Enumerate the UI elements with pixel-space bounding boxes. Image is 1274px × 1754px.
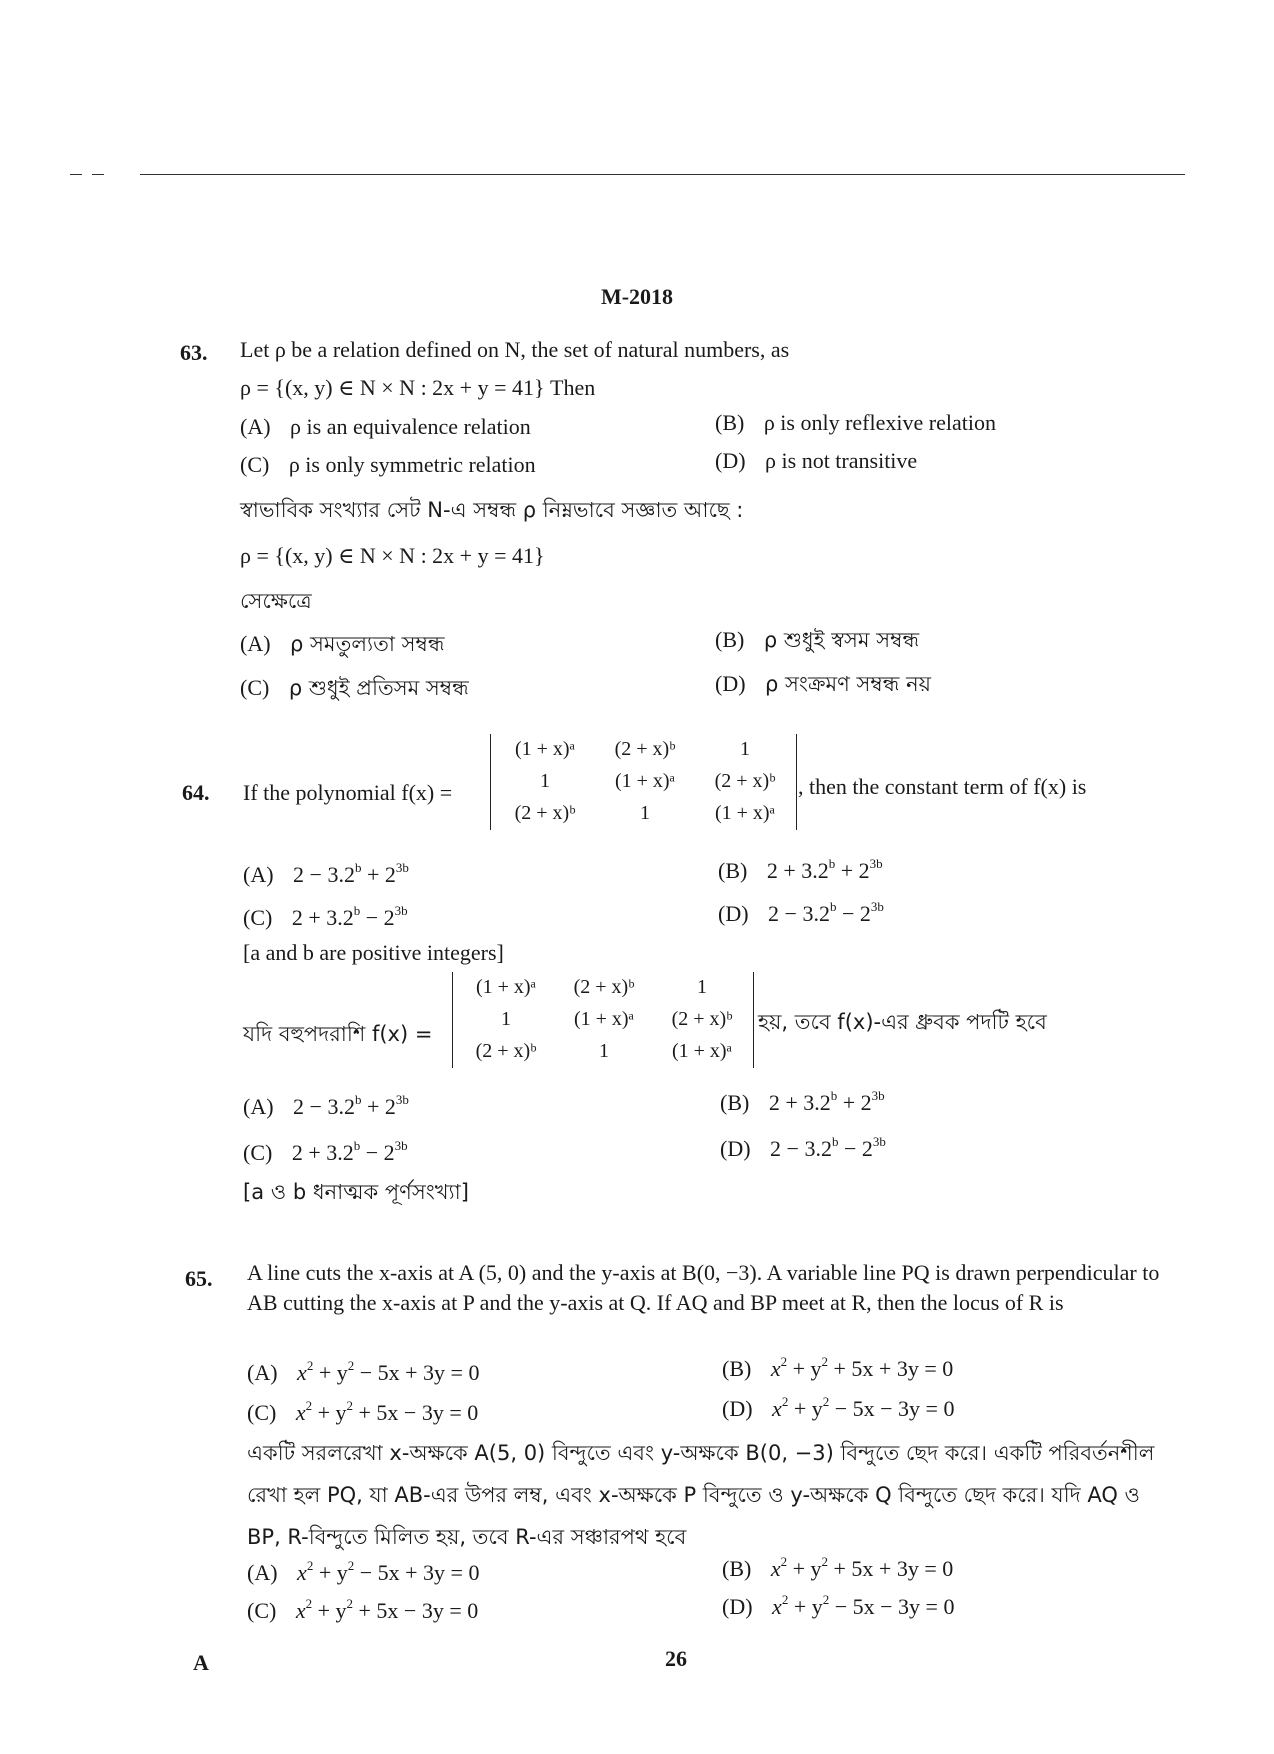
q63-set-bn: ρ = {(x, y) ∈ N × N : 2x + y = 41} [240,543,545,568]
option-text: ρ is only symmetric relation [288,452,536,477]
option-label: (C) [240,452,270,477]
q65-bn-option-d [722,1594,954,1620]
option-label: (D) [718,901,749,926]
footer-set-label: A [193,1650,209,1675]
q64-en-option-c [243,905,408,931]
option-text: $x^2 + y^2 - 5x + 3y = 0$ [297,1358,480,1385]
det-cell: (1 + x)ᵃ [475,976,537,998]
option-label: (B) [715,410,745,435]
q63-stem-en: Let ρ be a relation defined on N, the set of natural numbers, as [240,337,790,362]
option-text: $2 - 3.2^b - 2^{3b}$ [768,899,884,926]
det-cell: 1 [697,976,707,998]
option-text: ρ সমতুল্যতা সম্বন্ধ [290,632,445,656]
q64-stem-en-pre: If the polynomial f(x) = [243,780,453,805]
option-label: (D) [720,1136,751,1161]
option-text: $x^2 + y^2 + 5x - 3y = 0$ [295,1398,479,1425]
option-label: (A) [247,1360,278,1385]
option-label: (A) [243,862,274,887]
det-cell: (1 + x)ᵃ [671,1040,733,1062]
option-text: $2 - 3.2^b + 2^{3b}$ [293,860,409,887]
option-label: (A) [247,1560,278,1585]
q64-en-option-a [243,862,409,888]
option-text: $x^2 + y^2 - 5x - 3y = 0$ [772,1394,955,1421]
option-label: (B) [722,1556,752,1581]
q65-bn-option-b [722,1556,953,1582]
page-header-code: M-2018 [600,284,674,309]
q65-stem-en: A line cuts the x-axis at A (5, 0) and the y-axis at B(0, −3). A variable line PQ is drawn perpendicular to AB cutting the x-axis at P and the y-axis at Q. If AQ and BP meet at R, then the locus of R is [247,1260,1160,1315]
q65-en-option-d [722,1396,954,1422]
option-label: (D) [722,1594,753,1619]
option-label: (C) [243,905,273,930]
q63-bn-option-d [715,668,931,703]
q64-stem-bn-pre: যদি বহুপদরাশি f(x) = [243,1022,433,1046]
q63-bn-option-c [240,672,469,707]
option-text: $2 + 3.2^b - 2^{3b}$ [291,1138,408,1165]
q63-bn-option-b [715,624,919,659]
det-cell: 1 [740,738,750,760]
q64-determinant-en [490,734,797,830]
q63-set-en: ρ = {(x, y) ∈ N × N : 2x + y = 41} Then [240,375,596,400]
q63-en-option-a [240,414,531,440]
option-label: (D) [715,671,746,696]
q63-en-option-d [715,448,917,474]
q64-stem-bn-post: হয়, তবে f(x)-এর ধ্রুবক পদটি হবে [758,1010,1047,1034]
option-text: $x^2 + y^2 + 5x + 3y = 0$ [770,1554,954,1581]
header-rule-dash-1 [70,174,82,175]
option-label: (B) [715,627,745,652]
option-label: (C) [247,1400,277,1425]
det-cell: (2 + x)ᵇ [714,770,776,792]
q63-then-bn: সেক্ষেত্রে [240,589,312,613]
option-label: (B) [718,858,748,883]
q64-bn-option-b [720,1090,885,1116]
q63-number: 63. [180,340,208,365]
q64-bn-option-a [243,1094,409,1120]
q65-en-option-a [247,1360,479,1386]
q65-number: 65. [185,1266,213,1291]
det-cell: (1 + x)ᵃ [573,1008,635,1030]
option-label: (A) [243,1094,274,1119]
q63-bn-option-a [240,628,444,663]
option-label: (B) [722,1356,752,1381]
option-text: ρ শুধুই স্বসম সম্বন্ধ [763,628,920,652]
det-cell: 1 [640,802,650,824]
det-cell: 1 [599,1040,609,1062]
option-text: ρ is only reflexive relation [763,410,996,435]
option-label: (C) [243,1140,273,1165]
det-cell: (2 + x)ᵇ [671,1008,733,1030]
det-cell: (2 + x)ᵇ [573,976,635,998]
q65-en-option-c [247,1400,478,1426]
option-text: ρ শুধুই প্রতিসম সম্বন্ধ [288,676,469,700]
option-text: $2 + 3.2^b + 2^{3b}$ [766,856,883,883]
det-cell: (2 + x)ᵇ [475,1040,537,1062]
option-label: (D) [722,1396,753,1421]
option-text: ρ is not transitive [765,448,918,473]
q64-number: 64. [182,780,210,805]
q64-en-option-b [718,858,883,884]
q64-determinant-bn [452,972,754,1068]
option-text: $2 + 3.2^b - 2^{3b}$ [291,903,408,930]
q64-bn-option-c [243,1140,408,1166]
option-label: (D) [715,448,746,473]
det-cell: 1 [501,1008,511,1030]
q63-stem-bn: স্বাভাবিক সংখ্যার সেট N-এ সম্বন্ধ ρ নিম্নভাবে সজ্ঞাত আছে : [240,498,744,522]
option-text: ρ সংক্রমণ সম্বন্ধ নয় [765,672,932,696]
header-rule-dash-2 [92,174,104,175]
q65-stem-bn: একটি সরলরেখা x-অক্ষকে A(5, 0) বিন্দুতে এবং y-অক্ষকে B(0, −3) বিন্দুতে ছেদ করে। একটি পরিবর্তনশীল রেখা হল PQ, যা AB-এর উপর লম্ব, এবং x-অক্ষকে P বিন্দুতে ও y-অক্ষকে Q বিন্দুতে ছেদ করে। যদি AQ ও BP, R-বিন্দুতে মিলিত হয়, তবে R-এর সঞ্চারপথ হবে [247,1441,1155,1549]
q64-stem-en-post: , then the constant term of f(x) is [798,774,1087,799]
option-text: $2 + 3.2^b + 2^{3b}$ [768,1088,885,1115]
option-text: $x^2 + y^2 - 5x + 3y = 0$ [297,1558,480,1585]
det-cell: 1 [540,770,550,792]
det-cell: (1 + x)ᵃ [514,738,576,760]
q65-bn-option-c [247,1598,478,1624]
page-number: 26 [665,1646,687,1671]
option-text: ρ is an equivalence relation [290,414,531,439]
option-label: (B) [720,1090,750,1115]
det-cell: (1 + x)ᵃ [614,770,676,792]
det-cell: (2 + x)ᵇ [514,802,576,824]
q65-en-option-b [722,1356,953,1382]
option-label: (A) [240,631,271,656]
q63-en-option-b [715,410,996,436]
option-text: $x^2 + y^2 + 5x - 3y = 0$ [295,1596,479,1623]
option-text: $x^2 + y^2 + 5x + 3y = 0$ [770,1354,954,1381]
option-text: $x^2 + y^2 - 5x - 3y = 0$ [772,1592,955,1619]
option-text: $2 - 3.2^b - 2^{3b}$ [770,1134,886,1161]
header-rule [140,174,1185,175]
option-label: (C) [247,1598,277,1623]
q64-note-bn: [a ও b ধনাত্মক পূর্ণসংখ্যা] [243,1180,469,1204]
option-label: (A) [240,414,271,439]
q64-bn-option-d [720,1136,886,1162]
option-label: (C) [240,675,270,700]
q64-note-en: [a and b are positive integers] [243,940,504,965]
option-text: $2 - 3.2^b + 2^{3b}$ [293,1092,409,1119]
q65-bn-option-a [247,1560,479,1586]
det-cell: (1 + x)ᵃ [714,802,776,824]
det-cell: (2 + x)ᵇ [614,738,676,760]
q63-en-option-c [240,452,536,478]
q64-en-option-d [718,901,884,927]
